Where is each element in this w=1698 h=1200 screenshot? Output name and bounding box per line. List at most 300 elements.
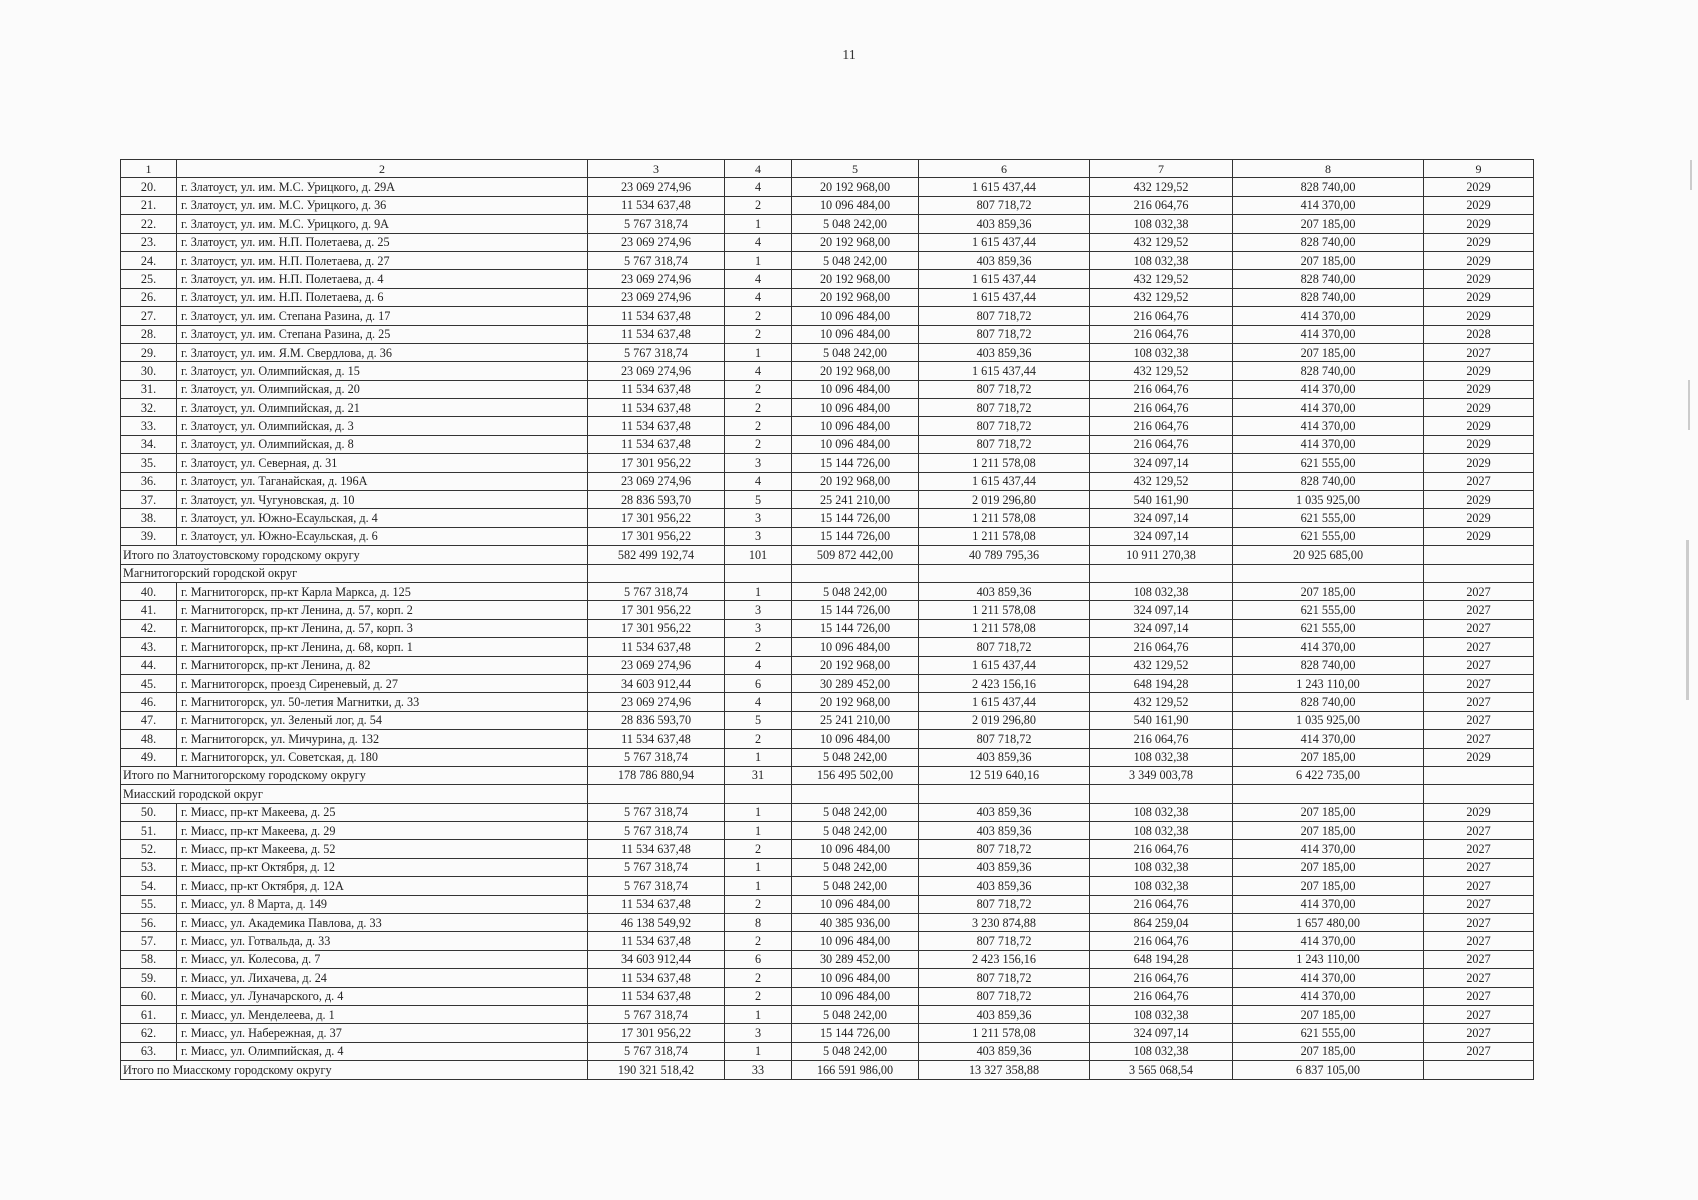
value-cell: 807 718,72 xyxy=(919,730,1090,748)
value-cell: 5 767 318,74 xyxy=(588,215,725,233)
value-cell: 2 xyxy=(725,730,792,748)
value-cell: 2027 xyxy=(1424,895,1534,913)
value-cell: 17 301 956,22 xyxy=(588,619,725,637)
row-number: 33. xyxy=(121,417,177,435)
value-cell: 1 211 578,08 xyxy=(919,619,1090,637)
empty-cell xyxy=(792,785,919,803)
total-value-cell: 10 911 270,38 xyxy=(1090,546,1233,564)
total-value-cell: 509 872 442,00 xyxy=(792,546,919,564)
value-cell: 4 xyxy=(725,288,792,306)
value-cell: 207 185,00 xyxy=(1233,215,1424,233)
row-number: 28. xyxy=(121,325,177,343)
value-cell: 108 032,38 xyxy=(1090,748,1233,766)
address-cell: г. Златоуст, ул. Южно-Есаульская, д. 6 xyxy=(177,527,588,545)
value-cell: 403 859,36 xyxy=(919,748,1090,766)
value-cell: 25 241 210,00 xyxy=(792,491,919,509)
value-cell: 4 xyxy=(725,178,792,196)
table-row xyxy=(121,509,1534,527)
value-cell: 414 370,00 xyxy=(1233,638,1424,656)
empty-cell xyxy=(919,564,1090,582)
value-cell: 414 370,00 xyxy=(1233,399,1424,417)
value-cell: 2028 xyxy=(1424,325,1534,343)
table-row xyxy=(121,178,1534,196)
value-cell: 2027 xyxy=(1424,674,1534,692)
row-number: 40. xyxy=(121,582,177,600)
value-cell: 10 096 484,00 xyxy=(792,196,919,214)
value-cell: 414 370,00 xyxy=(1233,895,1424,913)
value-cell: 414 370,00 xyxy=(1233,196,1424,214)
value-cell: 11 534 637,48 xyxy=(588,987,725,1005)
value-cell: 1 615 437,44 xyxy=(919,656,1090,674)
table-row xyxy=(121,1005,1534,1023)
value-cell: 207 185,00 xyxy=(1233,803,1424,821)
address-cell: г. Миасс, пр-кт Макеева, д. 29 xyxy=(177,822,588,840)
value-cell: 5 767 318,74 xyxy=(588,822,725,840)
address-cell: г. Златоуст, ул. Олимпийская, д. 20 xyxy=(177,380,588,398)
value-cell: 1 xyxy=(725,858,792,876)
value-cell: 3 xyxy=(725,1024,792,1042)
table-row xyxy=(121,656,1534,674)
row-number: 22. xyxy=(121,215,177,233)
row-number: 56. xyxy=(121,914,177,932)
value-cell: 2027 xyxy=(1424,711,1534,729)
row-number: 57. xyxy=(121,932,177,950)
table-row xyxy=(121,233,1534,251)
value-cell: 414 370,00 xyxy=(1233,969,1424,987)
value-cell: 1 211 578,08 xyxy=(919,509,1090,527)
value-cell: 10 096 484,00 xyxy=(792,987,919,1005)
total-value-cell: 13 327 358,88 xyxy=(919,1061,1090,1079)
address-cell: г. Миасс, ул. Луначарского, д. 4 xyxy=(177,987,588,1005)
address-cell: г. Златоуст, ул. Южно-Есаульская, д. 4 xyxy=(177,509,588,527)
row-number: 35. xyxy=(121,454,177,472)
address-cell: г. Златоуст, ул. Чугуновская, д. 10 xyxy=(177,491,588,509)
table-row xyxy=(121,693,1534,711)
value-cell: 864 259,04 xyxy=(1090,914,1233,932)
value-cell: 23 069 274,96 xyxy=(588,288,725,306)
value-cell: 23 069 274,96 xyxy=(588,693,725,711)
value-cell: 108 032,38 xyxy=(1090,1042,1233,1060)
value-cell: 1 211 578,08 xyxy=(919,454,1090,472)
value-cell: 5 048 242,00 xyxy=(792,343,919,361)
value-cell: 216 064,76 xyxy=(1090,840,1233,858)
value-cell: 540 161,90 xyxy=(1090,491,1233,509)
value-cell: 432 129,52 xyxy=(1090,270,1233,288)
total-value-cell: 12 519 640,16 xyxy=(919,766,1090,784)
table-row xyxy=(121,325,1534,343)
value-cell: 5 048 242,00 xyxy=(792,1042,919,1060)
address-cell: г. Магнитогорск, проезд Сиреневый, д. 27 xyxy=(177,674,588,692)
address-cell: г. Магнитогорск, пр-кт Ленина, д. 57, корп. 3 xyxy=(177,619,588,637)
address-cell: г. Миасс, пр-кт Октября, д. 12 xyxy=(177,858,588,876)
value-cell: 403 859,36 xyxy=(919,822,1090,840)
value-cell: 2029 xyxy=(1424,491,1534,509)
column-header: 7 xyxy=(1090,160,1233,178)
value-cell: 807 718,72 xyxy=(919,307,1090,325)
value-cell: 108 032,38 xyxy=(1090,215,1233,233)
value-cell: 2029 xyxy=(1424,380,1534,398)
register-table xyxy=(120,159,1534,1080)
value-cell: 432 129,52 xyxy=(1090,472,1233,490)
row-number: 34. xyxy=(121,435,177,453)
value-cell: 10 096 484,00 xyxy=(792,840,919,858)
scan-artifact xyxy=(1690,160,1692,190)
value-cell: 807 718,72 xyxy=(919,325,1090,343)
value-cell: 5 048 242,00 xyxy=(792,582,919,600)
value-cell: 207 185,00 xyxy=(1233,858,1424,876)
value-cell: 414 370,00 xyxy=(1233,307,1424,325)
value-cell: 807 718,72 xyxy=(919,196,1090,214)
table-row xyxy=(121,619,1534,637)
value-cell: 2029 xyxy=(1424,233,1534,251)
value-cell: 807 718,72 xyxy=(919,638,1090,656)
value-cell: 216 064,76 xyxy=(1090,325,1233,343)
row-number: 20. xyxy=(121,178,177,196)
value-cell: 2027 xyxy=(1424,656,1534,674)
value-cell: 207 185,00 xyxy=(1233,343,1424,361)
value-cell: 2029 xyxy=(1424,307,1534,325)
value-cell: 828 740,00 xyxy=(1233,178,1424,196)
value-cell: 2029 xyxy=(1424,417,1534,435)
value-cell: 17 301 956,22 xyxy=(588,1024,725,1042)
value-cell: 324 097,14 xyxy=(1090,509,1233,527)
value-cell: 17 301 956,22 xyxy=(588,454,725,472)
address-cell: г. Златоуст, ул. Олимпийская, д. 15 xyxy=(177,362,588,380)
value-cell: 1 615 437,44 xyxy=(919,233,1090,251)
row-number: 44. xyxy=(121,656,177,674)
total-label: Итого по Златоустовскому городскому округу xyxy=(121,546,588,564)
value-cell: 216 064,76 xyxy=(1090,895,1233,913)
value-cell: 108 032,38 xyxy=(1090,803,1233,821)
value-cell: 2029 xyxy=(1424,527,1534,545)
total-label: Итого по Магнитогорскому городскому округу xyxy=(121,766,588,784)
address-cell: г. Миасс, ул. 8 Марта, д. 149 xyxy=(177,895,588,913)
table-row xyxy=(121,730,1534,748)
table-row xyxy=(121,822,1534,840)
address-cell: г. Магнитогорск, пр-кт Карла Маркса, д. 125 xyxy=(177,582,588,600)
row-number: 36. xyxy=(121,472,177,490)
value-cell: 5 048 242,00 xyxy=(792,1005,919,1023)
value-cell: 403 859,36 xyxy=(919,1005,1090,1023)
value-cell: 4 xyxy=(725,270,792,288)
value-cell: 216 064,76 xyxy=(1090,307,1233,325)
value-cell: 11 534 637,48 xyxy=(588,307,725,325)
value-cell: 1 xyxy=(725,877,792,895)
value-cell: 432 129,52 xyxy=(1090,233,1233,251)
value-cell: 2027 xyxy=(1424,343,1534,361)
value-cell: 2 423 156,16 xyxy=(919,674,1090,692)
value-cell: 621 555,00 xyxy=(1233,601,1424,619)
row-number: 63. xyxy=(121,1042,177,1060)
row-number: 37. xyxy=(121,491,177,509)
value-cell: 807 718,72 xyxy=(919,417,1090,435)
value-cell: 5 767 318,74 xyxy=(588,803,725,821)
value-cell: 30 289 452,00 xyxy=(792,674,919,692)
value-cell: 2 xyxy=(725,380,792,398)
value-cell: 10 096 484,00 xyxy=(792,895,919,913)
value-cell: 23 069 274,96 xyxy=(588,178,725,196)
column-header: 6 xyxy=(919,160,1090,178)
total-row xyxy=(121,1061,1534,1079)
address-cell: г. Златоуст, ул. Северная, д. 31 xyxy=(177,454,588,472)
value-cell: 5 048 242,00 xyxy=(792,822,919,840)
value-cell: 17 301 956,22 xyxy=(588,509,725,527)
value-cell: 5 048 242,00 xyxy=(792,877,919,895)
value-cell: 5 767 318,74 xyxy=(588,1042,725,1060)
value-cell: 2 019 296,80 xyxy=(919,711,1090,729)
value-cell: 414 370,00 xyxy=(1233,840,1424,858)
value-cell: 414 370,00 xyxy=(1233,932,1424,950)
value-cell: 10 096 484,00 xyxy=(792,307,919,325)
value-cell: 2027 xyxy=(1424,693,1534,711)
value-cell: 807 718,72 xyxy=(919,380,1090,398)
value-cell: 40 385 936,00 xyxy=(792,914,919,932)
value-cell: 108 032,38 xyxy=(1090,858,1233,876)
value-cell: 2027 xyxy=(1424,1024,1534,1042)
value-cell: 403 859,36 xyxy=(919,803,1090,821)
value-cell: 2 xyxy=(725,969,792,987)
address-cell: г. Златоуст, ул. им. Степана Разина, д. 17 xyxy=(177,307,588,325)
value-cell: 5 048 242,00 xyxy=(792,748,919,766)
value-cell: 5 767 318,74 xyxy=(588,582,725,600)
table-row xyxy=(121,343,1534,361)
value-cell: 15 144 726,00 xyxy=(792,509,919,527)
value-cell: 11 534 637,48 xyxy=(588,840,725,858)
address-cell: г. Магнитогорск, пр-кт Ленина, д. 82 xyxy=(177,656,588,674)
value-cell: 5 767 318,74 xyxy=(588,1005,725,1023)
address-cell: г. Златоуст, ул. Олимпийская, д. 21 xyxy=(177,399,588,417)
address-cell: г. Миасс, ул. Набережная, д. 37 xyxy=(177,1024,588,1042)
table-row xyxy=(121,969,1534,987)
value-cell: 2027 xyxy=(1424,601,1534,619)
total-value-cell: 40 789 795,36 xyxy=(919,546,1090,564)
value-cell: 20 192 968,00 xyxy=(792,656,919,674)
value-cell: 25 241 210,00 xyxy=(792,711,919,729)
row-number: 29. xyxy=(121,343,177,361)
value-cell: 207 185,00 xyxy=(1233,251,1424,269)
value-cell: 10 096 484,00 xyxy=(792,730,919,748)
value-cell: 2027 xyxy=(1424,969,1534,987)
value-cell: 6 xyxy=(725,950,792,968)
value-cell: 1 243 110,00 xyxy=(1233,950,1424,968)
value-cell: 1 xyxy=(725,582,792,600)
table-row xyxy=(121,288,1534,306)
value-cell: 2029 xyxy=(1424,270,1534,288)
total-value-cell: 190 321 518,42 xyxy=(588,1061,725,1079)
value-cell: 3 xyxy=(725,509,792,527)
value-cell: 216 064,76 xyxy=(1090,435,1233,453)
value-cell: 11 534 637,48 xyxy=(588,325,725,343)
value-cell: 2027 xyxy=(1424,858,1534,876)
total-value-cell: 33 xyxy=(725,1061,792,1079)
address-cell: г. Златоуст, ул. им. Н.П. Полетаева, д. 6 xyxy=(177,288,588,306)
value-cell: 108 032,38 xyxy=(1090,822,1233,840)
row-number: 42. xyxy=(121,619,177,637)
section-header-row xyxy=(121,785,1534,803)
address-cell: г. Миасс, пр-кт Макеева, д. 52 xyxy=(177,840,588,858)
value-cell: 6 xyxy=(725,674,792,692)
value-cell: 324 097,14 xyxy=(1090,601,1233,619)
value-cell: 4 xyxy=(725,362,792,380)
value-cell: 207 185,00 xyxy=(1233,748,1424,766)
value-cell: 432 129,52 xyxy=(1090,693,1233,711)
value-cell: 4 xyxy=(725,693,792,711)
value-cell: 540 161,90 xyxy=(1090,711,1233,729)
value-cell: 2027 xyxy=(1424,932,1534,950)
value-cell: 11 534 637,48 xyxy=(588,380,725,398)
address-cell: г. Магнитогорск, ул. Зеленый лог, д. 54 xyxy=(177,711,588,729)
value-cell: 403 859,36 xyxy=(919,251,1090,269)
value-cell: 414 370,00 xyxy=(1233,987,1424,1005)
table-row xyxy=(121,674,1534,692)
table-row xyxy=(121,251,1534,269)
value-cell: 432 129,52 xyxy=(1090,362,1233,380)
row-number: 32. xyxy=(121,399,177,417)
value-cell: 10 096 484,00 xyxy=(792,417,919,435)
value-cell: 403 859,36 xyxy=(919,858,1090,876)
table-row xyxy=(121,1024,1534,1042)
value-cell: 403 859,36 xyxy=(919,582,1090,600)
value-cell: 108 032,38 xyxy=(1090,1005,1233,1023)
address-cell: г. Златоуст, ул. им. М.С. Урицкого, д. 36 xyxy=(177,196,588,214)
column-header: 2 xyxy=(177,160,588,178)
row-number: 46. xyxy=(121,693,177,711)
value-cell: 807 718,72 xyxy=(919,969,1090,987)
address-cell: г. Миасс, ул. Готвальда, д. 33 xyxy=(177,932,588,950)
value-cell: 1 xyxy=(725,215,792,233)
value-cell: 807 718,72 xyxy=(919,399,1090,417)
value-cell: 1 211 578,08 xyxy=(919,527,1090,545)
value-cell: 108 032,38 xyxy=(1090,343,1233,361)
value-cell: 23 069 274,96 xyxy=(588,233,725,251)
table-row xyxy=(121,362,1534,380)
address-cell: г. Магнитогорск, ул. Мичурина, д. 132 xyxy=(177,730,588,748)
value-cell: 2 019 296,80 xyxy=(919,491,1090,509)
row-number: 54. xyxy=(121,877,177,895)
value-cell: 5 767 318,74 xyxy=(588,251,725,269)
value-cell: 4 xyxy=(725,233,792,251)
total-value-cell: 20 925 685,00 xyxy=(1233,546,1424,564)
column-header: 4 xyxy=(725,160,792,178)
value-cell: 2029 xyxy=(1424,215,1534,233)
table-row xyxy=(121,472,1534,490)
table-row xyxy=(121,270,1534,288)
value-cell: 403 859,36 xyxy=(919,877,1090,895)
value-cell: 20 192 968,00 xyxy=(792,270,919,288)
empty-cell xyxy=(588,785,725,803)
value-cell: 3 xyxy=(725,527,792,545)
value-cell: 403 859,36 xyxy=(919,1042,1090,1060)
row-number: 59. xyxy=(121,969,177,987)
value-cell: 1 615 437,44 xyxy=(919,693,1090,711)
value-cell: 20 192 968,00 xyxy=(792,288,919,306)
value-cell: 2029 xyxy=(1424,399,1534,417)
value-cell: 216 064,76 xyxy=(1090,730,1233,748)
total-value-cell xyxy=(1424,1061,1534,1079)
address-cell: г. Златоуст, ул. им. Я.М. Свердлова, д. 36 xyxy=(177,343,588,361)
value-cell: 207 185,00 xyxy=(1233,1042,1424,1060)
value-cell: 414 370,00 xyxy=(1233,380,1424,398)
address-cell: г. Магнитогорск, пр-кт Ленина, д. 68, корп. 1 xyxy=(177,638,588,656)
total-value-cell: 101 xyxy=(725,546,792,564)
value-cell: 15 144 726,00 xyxy=(792,1024,919,1042)
address-cell: г. Миасс, ул. Академика Павлова, д. 33 xyxy=(177,914,588,932)
row-number: 51. xyxy=(121,822,177,840)
row-number: 62. xyxy=(121,1024,177,1042)
value-cell: 828 740,00 xyxy=(1233,472,1424,490)
address-cell: г. Златоуст, ул. Олимпийская, д. 3 xyxy=(177,417,588,435)
table-row xyxy=(121,858,1534,876)
table-row xyxy=(121,638,1534,656)
table-row xyxy=(121,454,1534,472)
section-title: Миасский городской округ xyxy=(121,785,588,803)
address-cell: г. Златоуст, ул. им. М.С. Урицкого, д. 29А xyxy=(177,178,588,196)
value-cell: 28 836 593,70 xyxy=(588,491,725,509)
value-cell: 2027 xyxy=(1424,1005,1534,1023)
address-cell: г. Магнитогорск, ул. Советская, д. 180 xyxy=(177,748,588,766)
column-header: 5 xyxy=(792,160,919,178)
scan-artifact xyxy=(1688,380,1690,430)
value-cell: 2 xyxy=(725,196,792,214)
address-cell: г. Миасс, ул. Олимпийская, д. 4 xyxy=(177,1042,588,1060)
address-cell: г. Миасс, ул. Лихачева, д. 24 xyxy=(177,969,588,987)
value-cell: 5 767 318,74 xyxy=(588,343,725,361)
row-number: 61. xyxy=(121,1005,177,1023)
table-row xyxy=(121,950,1534,968)
table-row xyxy=(121,417,1534,435)
value-cell: 2 xyxy=(725,435,792,453)
value-cell: 216 064,76 xyxy=(1090,969,1233,987)
row-number: 21. xyxy=(121,196,177,214)
row-number: 27. xyxy=(121,307,177,325)
address-cell: г. Миасс, ул. Колесова, д. 7 xyxy=(177,950,588,968)
column-header: 8 xyxy=(1233,160,1424,178)
value-cell: 807 718,72 xyxy=(919,435,1090,453)
value-cell: 2 xyxy=(725,840,792,858)
row-number: 41. xyxy=(121,601,177,619)
table-row xyxy=(121,491,1534,509)
value-cell: 621 555,00 xyxy=(1233,1024,1424,1042)
value-cell: 3 xyxy=(725,454,792,472)
value-cell: 10 096 484,00 xyxy=(792,380,919,398)
column-header: 9 xyxy=(1424,160,1534,178)
value-cell: 324 097,14 xyxy=(1090,454,1233,472)
value-cell: 432 129,52 xyxy=(1090,656,1233,674)
table-row xyxy=(121,527,1534,545)
value-cell: 11 534 637,48 xyxy=(588,417,725,435)
value-cell: 2029 xyxy=(1424,803,1534,821)
empty-cell xyxy=(1233,785,1424,803)
address-cell: г. Златоуст, ул. им. Н.П. Полетаева, д. 27 xyxy=(177,251,588,269)
row-number: 39. xyxy=(121,527,177,545)
value-cell: 11 534 637,48 xyxy=(588,730,725,748)
value-cell: 20 192 968,00 xyxy=(792,178,919,196)
value-cell: 807 718,72 xyxy=(919,932,1090,950)
value-cell: 2029 xyxy=(1424,435,1534,453)
section-title: Магнитогорский городской округ xyxy=(121,564,588,582)
value-cell: 648 194,28 xyxy=(1090,674,1233,692)
value-cell: 1 xyxy=(725,803,792,821)
table-row xyxy=(121,711,1534,729)
value-cell: 1 035 925,00 xyxy=(1233,711,1424,729)
value-cell: 11 534 637,48 xyxy=(588,932,725,950)
value-cell: 2029 xyxy=(1424,454,1534,472)
value-cell: 216 064,76 xyxy=(1090,380,1233,398)
value-cell: 207 185,00 xyxy=(1233,822,1424,840)
table-row xyxy=(121,1042,1534,1060)
table-row xyxy=(121,307,1534,325)
row-number: 60. xyxy=(121,987,177,1005)
